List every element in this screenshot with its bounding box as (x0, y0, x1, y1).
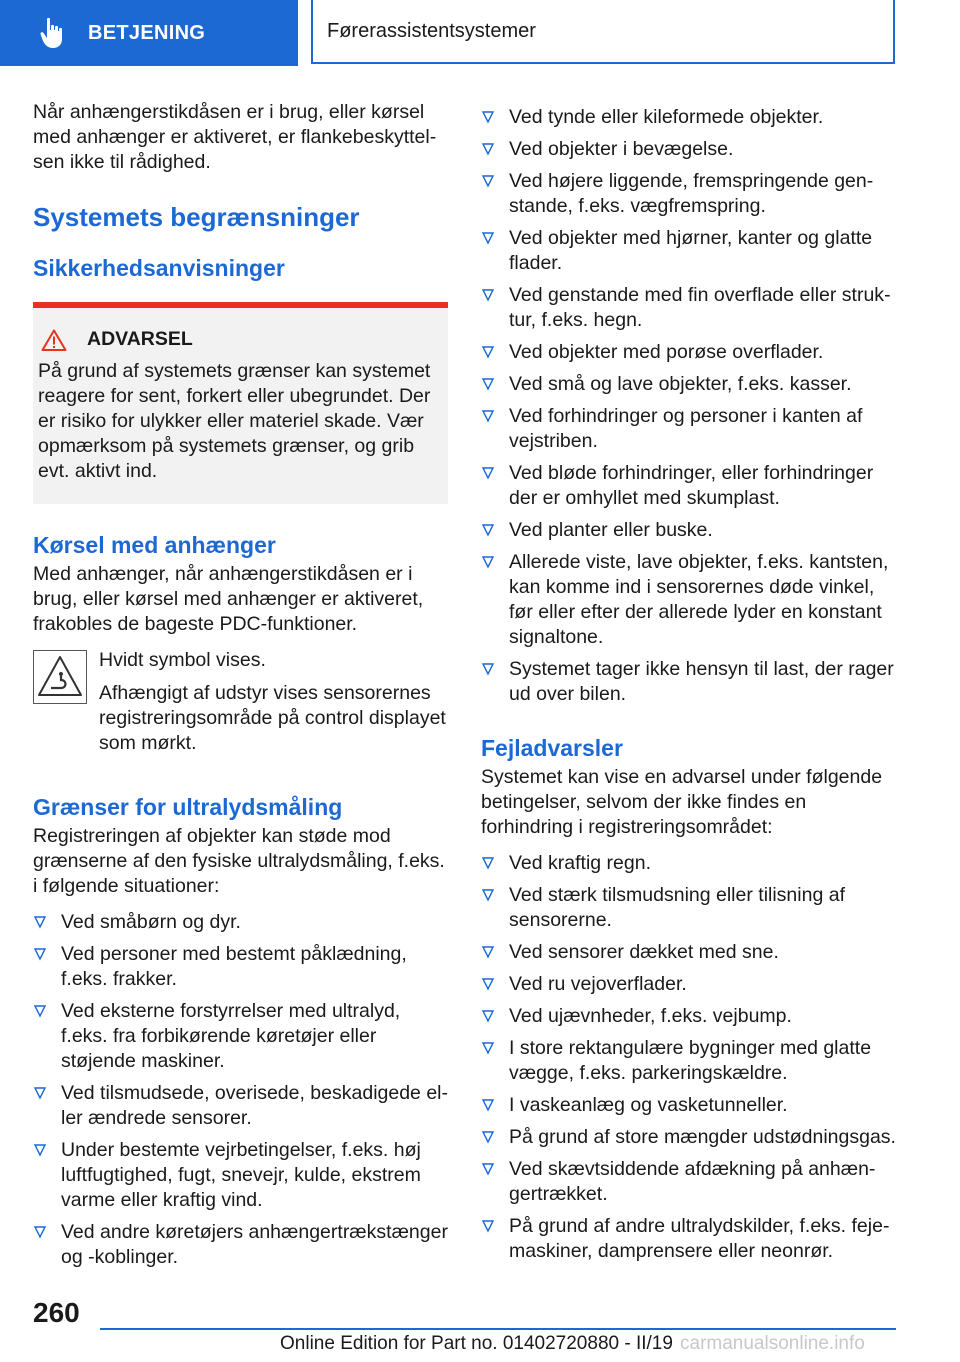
heading-fault-warnings: Fejladvarsler (481, 735, 623, 761)
page-number: 260 (33, 1297, 80, 1328)
ultrasound-list (33, 910, 448, 1270)
list-item: Ved andre køretøjers anhængertrækstænger og -koblinger. (33, 1220, 448, 1270)
triangle-bullet-icon (481, 344, 495, 360)
triangle-bullet-icon (33, 1142, 47, 1158)
page-header (0, 0, 960, 66)
list-item: I store rektangulære bygninger med glatte vægge, f.eks. parkeringskældre. (481, 1036, 896, 1086)
list-item: Ved personer med bestemt påklædning, f.eks. frakker. (33, 942, 448, 992)
list-item: På grund af andre ultralydskilder, f.eks. fejemaskiner, damprensere eller neonrør. (481, 1214, 896, 1264)
triangle-bullet-icon (481, 376, 495, 392)
left-column (33, 100, 448, 1277)
list-item: Ved bløde forhindringer, eller forhindringer der er omhyllet med skumplast. (481, 461, 896, 511)
triangle-bullet-icon (33, 946, 47, 962)
list-item: Ved tilsmudsede, overisede, beskadigede eller ændrede sensorer. (33, 1081, 448, 1131)
trailer-symbol (33, 650, 87, 704)
list-item: Ved objekter med hjørner, kanter og glatte flader. (481, 226, 896, 276)
triangle-bullet-icon (481, 661, 495, 677)
list-item: Under bestemte vejrbetingelser, f.eks. høj luftfugtighed, fugt, snevejr, kulde, ekstrem varme eller kraftig vind. (33, 1138, 448, 1213)
heading-trailer: Kørsel med anhænger (33, 532, 276, 558)
trailer-warning-icon (34, 651, 86, 703)
triangle-bullet-icon (33, 914, 47, 930)
warning-title: ADVARSEL (87, 328, 193, 350)
list-item: Ved kraftig regn. (481, 851, 896, 876)
list-item: Ved sensorer dækket med sne. (481, 940, 896, 965)
intro-paragraph: Når anhængerstikdåsen er i brug, eller kørsel med anhænger er aktiveret, er flankebeskyttelsen ikke til rådighed. (33, 101, 437, 173)
triangle-bullet-icon (481, 944, 495, 960)
list-item: Ved planter eller buske. (481, 518, 896, 543)
triangle-bullet-icon (481, 230, 495, 246)
list-item: Ved ujævnheder, f.eks. vejbump. (481, 1004, 896, 1029)
warning-title-row (38, 328, 438, 351)
triangle-bullet-icon (481, 173, 495, 189)
faults-paragraph: Systemet kan vise en advarsel under følgende betingelser, selvom der ikke findes en forhindring i registreringsområdet: (481, 766, 883, 838)
list-item: Ved forhindringer og personer i kanten af vejstriben. (481, 404, 896, 454)
triangle-bullet-icon (481, 522, 495, 538)
warning-triangle-icon (41, 329, 67, 351)
list-item: Ved eksterne forstyrrelser med ultralyd, f.eks. fra forbikørende køretøjer eller støjende maskiner. (33, 999, 448, 1074)
list-item: Ved skævtsiddende afdækning på anhængertrækket. (481, 1157, 896, 1207)
watermark: carmanualsonline.info (680, 1333, 865, 1354)
object-limits-list (481, 105, 896, 707)
symbol-line-2: Afhængigt af udstyr vises sensorernes registreringsområde på control displayet som mørkt. (99, 682, 446, 754)
triangle-bullet-icon (481, 1129, 495, 1145)
trailer-paragraph: Med anhænger, når anhængerstikdåsen er i brug, eller kørsel med anhænger er aktiveret, frakobles de bageste PDC-funktioner. (33, 563, 424, 635)
hand-icon (40, 17, 66, 49)
fault-conditions-list (481, 851, 896, 1264)
ultrasound-paragraph: Registreringen af objekter kan støde mod grænserne af den fysiske ultralydsmåling, f.eks. i følgende situationer: (33, 825, 445, 897)
footer-edition: Online Edition for Part no. 01402720880 - II/19 (280, 1333, 673, 1354)
triangle-bullet-icon (33, 1003, 47, 1019)
triangle-bullet-icon (481, 887, 495, 903)
section-label: BETJENING (88, 21, 206, 44)
list-item: Systemet tager ikke hensyn til last, der rager ud over bilen. (481, 657, 896, 707)
triangle-bullet-icon (481, 287, 495, 303)
list-item: Ved objekter i bevægelse. (481, 137, 896, 162)
list-item: Ved højere liggende, fremspringende genstande, f.eks. vægfremspring. (481, 169, 896, 219)
triangle-bullet-icon (481, 141, 495, 157)
heading-system-limits: Systemets begrænsninger (33, 202, 360, 232)
chapter-title: Førerassistentsystemer (311, 0, 895, 64)
list-item: På grund af store mængder udstødningsgas. (481, 1125, 896, 1150)
list-item: Ved stærk tilsmudsning eller tilisning af sensorerne. (481, 883, 896, 933)
list-item: Ved tynde eller kileformede objekter. (481, 105, 896, 130)
list-item: Ved ru vejoverflader. (481, 972, 896, 997)
triangle-bullet-icon (481, 554, 495, 570)
section-tab (0, 0, 298, 66)
trailer-symbol-row (33, 648, 448, 756)
right-column (481, 100, 896, 1271)
symbol-line-1: Hvidt symbol vises. (99, 649, 266, 671)
triangle-bullet-icon (33, 1085, 47, 1101)
list-item: Ved genstande med fin overflade eller struktur, f.eks. hegn. (481, 283, 896, 333)
triangle-bullet-icon (481, 465, 495, 481)
triangle-bullet-icon (481, 1040, 495, 1056)
triangle-bullet-icon (481, 408, 495, 424)
list-item: I vaskeanlæg og vasketunneller. (481, 1093, 896, 1118)
triangle-bullet-icon (481, 976, 495, 992)
list-item: Ved småbørn og dyr. (33, 910, 448, 935)
triangle-bullet-icon (481, 1008, 495, 1024)
warning-box (33, 302, 448, 504)
triangle-bullet-icon (481, 1097, 495, 1113)
warning-text: På grund af systemets grænser kan systemet reagere for sent, forkert eller ubegrundet. Der er risiko for ulykker eller materiel skade. Vær opmærksom på systemets grænser, og grib evt. aktivt ind. (38, 360, 431, 482)
list-item: Ved objekter med porøse overflader. (481, 340, 896, 365)
heading-safety-notes: Sikkerhedsanvisninger (33, 255, 285, 281)
triangle-bullet-icon (481, 1218, 495, 1234)
heading-ultrasound-limits: Grænser for ultralydsmåling (33, 794, 343, 820)
triangle-bullet-icon (481, 855, 495, 871)
footer-divider (100, 1328, 896, 1330)
symbol-description (33, 648, 448, 756)
list-item: Allerede viste, lave objekter, f.eks. kantsten, kan komme ind i sensorernes døde vinkel, før eller efter der allerede lyder en konstant signaltone. (481, 550, 896, 650)
triangle-bullet-icon (33, 1224, 47, 1240)
triangle-bullet-icon (481, 1161, 495, 1177)
triangle-bullet-icon (481, 109, 495, 125)
list-item: Ved små og lave objekter, f.eks. kasser. (481, 372, 896, 397)
